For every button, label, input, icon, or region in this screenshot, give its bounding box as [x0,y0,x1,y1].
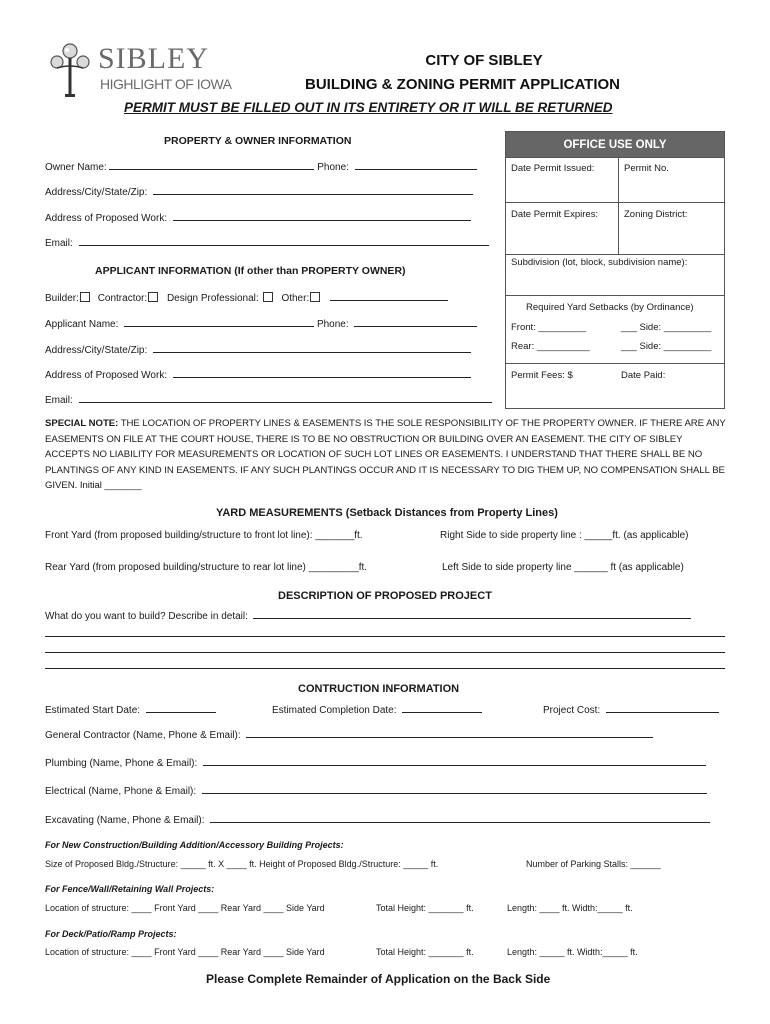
permit-fees-field[interactable]: Permit Fees: $ [511,370,573,381]
logo-brand: SIBLEY [98,42,209,75]
other-checkbox[interactable] [310,292,320,302]
page-title-form: BUILDING & ZONING PERMIT APPLICATION [305,76,620,93]
owner-address-row [45,185,473,198]
applicant-address-label: Address/City/State/Zip: [45,345,148,356]
date-issued-field[interactable]: Date Permit Issued: [511,163,595,174]
description-heading: DESCRIPTION OF PROPOSED PROJECT [278,590,492,602]
applicant-name-field[interactable] [124,317,314,327]
bldg-size-field[interactable]: Size of Proposed Bldg./Structure: _____ ft. X ____ ft. Height of Proposed Bldg./Structure: _____ ft. [45,859,439,869]
special-note [45,416,728,494]
applicant-address-row [45,343,471,356]
applicant-name-label: Applicant Name: [45,319,119,330]
deck-heading: For Deck/Patio/Ramp Projects: [45,929,177,939]
project-cost-label: Project Cost: [543,705,601,716]
applicant-email-field[interactable] [79,393,492,403]
plumbing-label: Plumbing (Name, Phone & Email): [45,758,198,769]
owner-address-field[interactable] [153,185,473,195]
electrical-row [45,784,707,797]
contractor-checkbox[interactable] [148,292,158,302]
applicant-email-label: Email: [45,395,73,406]
fence-location-field[interactable]: Location of structure: ____ Front Yard ____ Rear Yard ____ Side Yard [45,903,325,913]
office-use-box [505,131,725,409]
owner-email-label: Email: [45,238,73,249]
general-contractor-label: General Contractor (Name, Phone & Email): [45,730,241,741]
yard-heading: YARD MEASUREMENTS (Setback Distances from Property Lines) [216,507,558,519]
applicant-address-field[interactable] [153,343,471,353]
parking-stalls-field[interactable]: Number of Parking Stalls: ______ [526,859,661,869]
property-heading: PROPERTY & OWNER INFORMATION [164,135,352,147]
deck-height-field[interactable]: Total Height: _______ ft. [376,947,474,957]
other-field[interactable] [330,291,448,301]
completion-date-row [272,703,482,716]
deck-location-field[interactable]: Location of structure: ____ Front Yard ____ Rear Yard ____ Side Yard [45,947,325,957]
applicant-phone-label: Phone: [316,319,349,330]
subdivision-field[interactable]: Subdivision (lot, block, subdivision name): [511,257,688,268]
applicant-proposed-work-row [45,368,471,381]
completion-date-label: Estimated Completion Date: [272,705,397,716]
description-field-3[interactable] [45,652,725,653]
general-contractor-row [45,728,653,741]
contractor-label: Contractor: [97,293,148,304]
special-note-text: THE LOCATION OF PROPERTY LINES & EASEMENTS IS THE SOLE RESPONSIBILITY OF THE PROPERTY OWNER. IF THERE ARE ANY EASEMENTS ON FILE AT THE COURT HOUSE, THERE IS TO BE NO OBSTRUCTION OR BUILDING OVER AN EASEMENT. THE CITY OF SIBLEY ACCEPTS NO LIABILITY FOR MEASUREMENTS OR LOCATION OF SUCH LOT LINES OR EASEMENTS. I UNDERSTAND THAT THERE SHALL BE NO PLANTINGS OF ANY KIND IN EASEMENTS. IF ANY SUCH PLANTINGS OCCUR AND IT IS NECESSARY TO DIG THEM UP, NO COMPENSATION SHALL BE GIVEN. Initial _______ [45,418,726,491]
zoning-district-field[interactable]: Zoning District: [624,209,688,220]
owner-address-label: Address/City/State/Zip: [45,187,148,198]
owner-name-row [45,160,477,173]
owner-proposed-work-row [45,211,471,224]
electrical-field[interactable] [202,784,707,794]
setback-front-field[interactable]: Front: _________ [511,322,587,333]
start-date-field[interactable] [146,703,216,713]
project-cost-field[interactable] [606,703,719,713]
excavating-field[interactable] [210,813,710,823]
description-field-2[interactable] [45,636,725,637]
date-paid-field[interactable]: Date Paid: [621,370,666,381]
construction-heading: CONTRUCTION INFORMATION [298,683,460,695]
excavating-row [45,813,710,826]
date-expires-field[interactable]: Date Permit Expires: [511,209,599,220]
builder-label: Builder: [45,293,79,304]
setback-side2-field[interactable]: ___ Side: _________ [621,341,712,352]
description-field-1[interactable] [253,609,691,619]
completion-date-field[interactable] [402,703,482,713]
applicant-email-row [45,393,492,406]
fence-dims-field[interactable]: Length: ____ ft. Width:_____ ft. [507,903,633,913]
design-professional-checkbox[interactable] [263,292,273,302]
fence-height-field[interactable]: Total Height: _______ ft. [376,903,474,913]
applicant-heading: APPLICANT INFORMATION (If other than PROPERTY OWNER) [95,265,406,277]
description-field-4[interactable] [45,668,725,669]
owner-proposed-work-field[interactable] [173,211,471,221]
plumbing-field[interactable] [203,756,706,766]
owner-email-field[interactable] [79,236,489,246]
setback-side1-field[interactable]: ___ Side: _________ [621,322,712,333]
description-label: What do you want to build? Describe in detail: [45,611,248,622]
description-row [45,609,691,622]
new-construction-heading: For New Construction/Building Addition/Accessory Building Projects: [45,840,344,850]
general-contractor-field[interactable] [246,728,653,738]
owner-name-label: Owner Name: [45,162,107,173]
design-professional-label: Design Professional: [166,293,259,304]
setbacks-label: Required Yard Setbacks (by Ordinance) [526,302,694,313]
owner-proposed-work-label: Address of Proposed Work: [45,213,168,224]
setback-rear-field[interactable]: Rear: __________ [511,341,590,352]
permit-no-field[interactable]: Permit No. [624,163,669,174]
warning-banner: PERMIT MUST BE FILLED OUT IN ITS ENTIRETY OR IT WILL BE RETURNED [124,100,613,115]
builder-checkbox[interactable] [80,292,90,302]
start-date-label: Estimated Start Date: [45,705,141,716]
applicant-name-row [45,317,477,330]
owner-email-row [45,236,489,249]
page-title-city: CITY OF SIBLEY [425,52,543,69]
applicant-proposed-work-field[interactable] [173,368,471,378]
plumbing-row [45,756,706,769]
excavating-label: Excavating (Name, Phone & Email): [45,815,205,826]
project-cost-row [543,703,719,716]
electrical-label: Electrical (Name, Phone & Email): [45,786,197,797]
applicant-phone-field[interactable] [354,317,477,327]
office-use-heading: OFFICE USE ONLY [506,132,724,157]
owner-phone-field[interactable] [355,160,477,170]
yard-right-field[interactable]: Right Side to side property line : _____ft. (as applicable) [440,530,689,541]
applicant-type-row [45,291,448,304]
yard-rear-field[interactable]: Rear Yard (from proposed building/structure to rear lot line) _________ft. [45,562,368,573]
special-note-label: SPECIAL NOTE: [45,418,119,429]
lamp-post-icon [48,42,96,98]
other-label: Other: [281,293,310,304]
start-date-row [45,703,216,716]
applicant-proposed-work-label: Address of Proposed Work: [45,370,168,381]
owner-name-field[interactable] [109,160,314,170]
fence-heading: For Fence/Wall/Retaining Wall Projects: [45,884,215,894]
logo-tagline: HIGHLIGHT OF IOWA [100,76,232,92]
yard-front-field[interactable]: Front Yard (from proposed building/structure to front lot line): _______ft. [45,530,363,541]
sibley-logo [48,42,238,100]
footer-instruction: Please Complete Remainder of Application on the Back Side [206,972,551,986]
yard-left-field[interactable]: Left Side to side property line ______ ft (as applicable) [442,562,684,573]
owner-phone-label: Phone: [317,162,349,173]
deck-dims-field[interactable]: Length: _____ ft. Width:_____ ft. [507,947,638,957]
